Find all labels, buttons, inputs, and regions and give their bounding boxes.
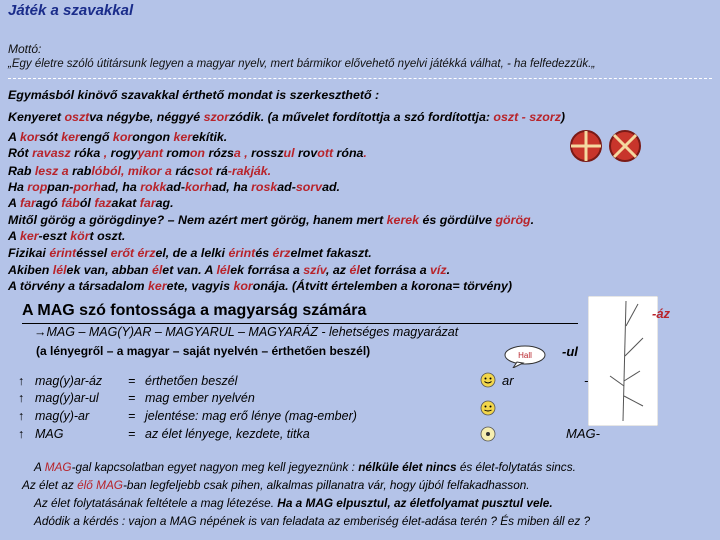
- text-segment: pan-: [47, 180, 74, 194]
- smiley-face-icon: [480, 372, 496, 388]
- text-segment: elmet fakaszt.: [290, 246, 372, 260]
- text-segment: él: [349, 263, 360, 277]
- text-segment: ag.: [155, 196, 174, 210]
- text-segment: -rakják.: [227, 164, 272, 178]
- seed-icon: [480, 426, 496, 442]
- list-arrow-1: ↑: [18, 391, 25, 405]
- text-segment: Rót: [8, 146, 29, 160]
- text-segment: ad, ha: [211, 180, 252, 194]
- text-segment: él: [151, 263, 163, 277]
- text-segment: rab: [72, 164, 92, 178]
- text-segment: rossz: [251, 146, 284, 160]
- text-segment: korh: [184, 180, 212, 194]
- footer-line-4: Adódik a kérdés : vajon a MAG népének is van feladata az emberiség élet-adása terén ? És miben áll ez ?: [34, 514, 591, 528]
- text-segment: és gördülve: [419, 213, 496, 227]
- text-segment: .: [446, 263, 451, 277]
- section-underline: [22, 323, 578, 324]
- text-segment: -gal kapcsolatban egyet nagyon meg kell jegyeznünk :: [71, 460, 359, 474]
- text-segment: rác: [175, 164, 194, 178]
- label-dash: -: [584, 373, 589, 388]
- text-segment: fáb: [61, 196, 80, 210]
- text-segment: ad.: [322, 180, 340, 194]
- list-term-1: mag(y)ar-ul: [35, 391, 99, 405]
- text-segment: görög: [495, 213, 531, 227]
- text-segment: ,: [100, 146, 111, 160]
- motto-label: Mottó:: [8, 42, 42, 56]
- motto-text: „Egy életre szóló útitársunk legyen a magyar nyelv, mert bármikor elővehető nyelvi játékká válhat, - ha felfedezzük.„: [8, 58, 596, 70]
- list-eq-3: =: [128, 427, 136, 441]
- text-segment: ker: [173, 130, 193, 144]
- mag-derivation-line: →MAG – MAG(Y)AR – MAGYARUL – MAGYARÁZ - lehetséges magyarázat: [34, 325, 459, 339]
- list-meaning-3: az élet lényege, kezdete, titka: [145, 427, 310, 441]
- text-segment: rop: [27, 180, 48, 194]
- list-term-2: mag(y)-ar: [35, 409, 90, 423]
- text-segment: -eszt: [38, 229, 71, 243]
- text-segment: rom: [166, 146, 190, 160]
- list-term-0: mag(y)ar-áz: [35, 374, 103, 388]
- sentence-7: [8, 213, 534, 227]
- text-segment: Akiben: [8, 263, 53, 277]
- text-segment: ott: [317, 146, 337, 160]
- text-segment: et forrása a: [359, 263, 431, 277]
- text-segment: sorv: [295, 180, 323, 194]
- text-segment: érz: [272, 246, 291, 260]
- text-segment: ól: [79, 196, 95, 210]
- text-segment: ekítik.: [192, 130, 228, 144]
- text-segment: szor: [203, 110, 230, 124]
- text-segment: Egymásból kinövő szavakkal érthető mondat is szerkeszthető :: [8, 88, 380, 102]
- sentence-4: [8, 164, 271, 178]
- sentence-5: [8, 180, 340, 194]
- text-segment: rov: [297, 146, 318, 160]
- text-segment: on: [189, 146, 209, 160]
- label-ar: ar: [502, 373, 514, 388]
- text-segment: a ,: [233, 146, 252, 160]
- list-arrow-3: ↑: [18, 427, 25, 441]
- sentence-11: [8, 279, 512, 293]
- text-segment: ker: [148, 279, 167, 293]
- text-segment: .: [363, 146, 367, 160]
- text-segment: róka: [74, 146, 101, 160]
- text-segment: víz: [430, 263, 447, 277]
- sentence-2: [8, 130, 227, 144]
- circle-cross-icon: [568, 128, 604, 164]
- text-segment: ad-: [277, 180, 296, 194]
- hall-label: Hall: [518, 351, 532, 360]
- label-ul: -ul: [562, 344, 578, 359]
- footer-line-1: [34, 460, 576, 474]
- text-segment: Ha: [8, 180, 28, 194]
- text-segment: A: [8, 130, 20, 144]
- text-segment: kör: [70, 229, 90, 243]
- list-arrow-0: ↑: [18, 374, 25, 388]
- text-segment: ek forrása a: [230, 263, 304, 277]
- text-segment: engő: [79, 130, 113, 144]
- text-segment: ete, vagyis: [166, 279, 234, 293]
- text-segment: akat: [111, 196, 140, 210]
- list-eq-0: =: [128, 374, 136, 388]
- list-meaning-0: érthetően beszél: [145, 374, 238, 388]
- text-segment: nélküle élet nincs: [358, 460, 457, 474]
- speech-bubble-icon: [503, 344, 547, 368]
- text-segment: kor: [19, 130, 40, 144]
- footer-line-2: [22, 478, 530, 492]
- text-segment: sót: [39, 130, 62, 144]
- text-segment: lél: [216, 263, 231, 277]
- text-segment: rogy: [110, 146, 138, 160]
- list-term-3: MAG: [35, 427, 64, 441]
- text-segment: oszt: [64, 110, 90, 124]
- sentence-1: [8, 110, 565, 124]
- text-segment: erőt: [110, 246, 135, 260]
- text-segment: ul: [283, 146, 298, 160]
- text-segment: rózs: [208, 146, 234, 160]
- text-segment: yant: [137, 146, 167, 160]
- text-segment: agó: [35, 196, 62, 210]
- text-segment: rosk: [251, 180, 278, 194]
- text-segment: ): [560, 110, 566, 124]
- text-segment: ker: [19, 229, 39, 243]
- label-az: -áz: [652, 306, 671, 321]
- footer-line-3: [34, 496, 553, 510]
- section-heading: A MAG szó fontossága a magyarság számára: [22, 302, 367, 319]
- text-segment: far: [19, 196, 36, 210]
- text-segment: , az: [326, 263, 350, 277]
- list-eq-2: =: [128, 409, 136, 423]
- text-segment: kor: [233, 279, 253, 293]
- text-segment: ad-: [166, 180, 185, 194]
- text-segment: Az élet folytatásának feltétele a mag létezése.: [34, 496, 278, 510]
- text-segment: .: [530, 213, 535, 227]
- text-segment: faz: [94, 196, 112, 210]
- text-segment: rá: [216, 164, 228, 178]
- text-segment: lél: [52, 263, 67, 277]
- list-meaning-1: mag ember nyelvén: [145, 391, 255, 405]
- text-segment: élő MAG: [77, 478, 123, 492]
- text-segment: ravasz: [28, 146, 75, 160]
- text-segment: kerek: [386, 213, 420, 227]
- text-segment: MAG: [44, 460, 72, 474]
- sentence-3: [8, 146, 367, 160]
- text-segment: róna: [336, 146, 364, 160]
- text-segment: A: [8, 196, 20, 210]
- text-segment: porh: [73, 180, 101, 194]
- text-segment: el, de a lelki: [155, 246, 229, 260]
- text-segment: onája. (Átvitt értelemben a korona= törvény): [252, 279, 512, 293]
- text-segment: lóból, mikor a: [91, 164, 176, 178]
- text-segment: ek van, abban: [66, 263, 152, 277]
- text-segment: ker: [61, 130, 80, 144]
- sentence-8: [8, 229, 125, 243]
- text-segment: érint: [49, 246, 77, 260]
- smiley-face-icon: [480, 400, 496, 416]
- sentence-0: [8, 88, 379, 102]
- text-segment: Ha a MAG elpusztul, az életfolyamat pusztul vele.: [277, 496, 553, 510]
- text-segment: -ban legfeljebb csak pihen, alkalmas pillanatra vár, hogy újból felfakadhasson.: [123, 478, 530, 492]
- text-segment: érint: [228, 246, 256, 260]
- text-segment: érz: [137, 246, 156, 260]
- text-segment: éssel: [76, 246, 111, 260]
- text-segment: sot: [193, 164, 216, 178]
- text-segment: és élet-folytatás sincs.: [456, 460, 576, 474]
- text-segment: va négybe, néggyé: [89, 110, 204, 124]
- label-mag: MAG-: [566, 426, 600, 441]
- text-segment: és: [255, 246, 273, 260]
- divider: [8, 78, 712, 79]
- text-segment: Mitől görög a görögdinye? – Nem azért mert görög, hanem mert: [8, 213, 387, 227]
- text-segment: t oszt.: [89, 229, 126, 243]
- text-segment: Kenyeret: [8, 110, 65, 124]
- list-meaning-2: jelentése: mag erő lénye (mag-ember): [145, 409, 357, 423]
- text-segment: oszt - szorz: [493, 110, 561, 124]
- text-segment: ongon: [132, 130, 174, 144]
- text-segment: Fizikai: [8, 246, 50, 260]
- text-segment: kor: [112, 130, 133, 144]
- sentence-9: [8, 246, 372, 260]
- text-segment: A törvény a társadalom: [8, 279, 149, 293]
- page-title: Játék a szavakkal: [8, 2, 134, 19]
- list-arrow-2: ↑: [18, 409, 25, 423]
- sentence-6: [8, 196, 174, 210]
- mag-explanation-line: (a lényegről – a magyar – saját nyelvén – érthetően beszél): [36, 344, 371, 358]
- text-segment: rokk: [140, 180, 167, 194]
- text-segment: A: [8, 229, 20, 243]
- text-segment: et van. A: [162, 263, 217, 277]
- text-segment: Az élet az: [22, 478, 78, 492]
- text-segment: Rab: [8, 164, 32, 178]
- text-segment: far: [139, 196, 156, 210]
- circle-x-icon: [607, 128, 643, 164]
- text-segment: zódik. (a művelet fordítottja a szó fordítottja:: [229, 110, 494, 124]
- text-segment: lesz a: [31, 164, 73, 178]
- list-eq-1: =: [128, 391, 136, 405]
- word-tree-diagram: [588, 296, 658, 426]
- sentence-10: [8, 263, 450, 277]
- text-segment: szív: [303, 263, 327, 277]
- text-segment: A: [34, 460, 45, 474]
- text-segment: ad, ha: [100, 180, 141, 194]
